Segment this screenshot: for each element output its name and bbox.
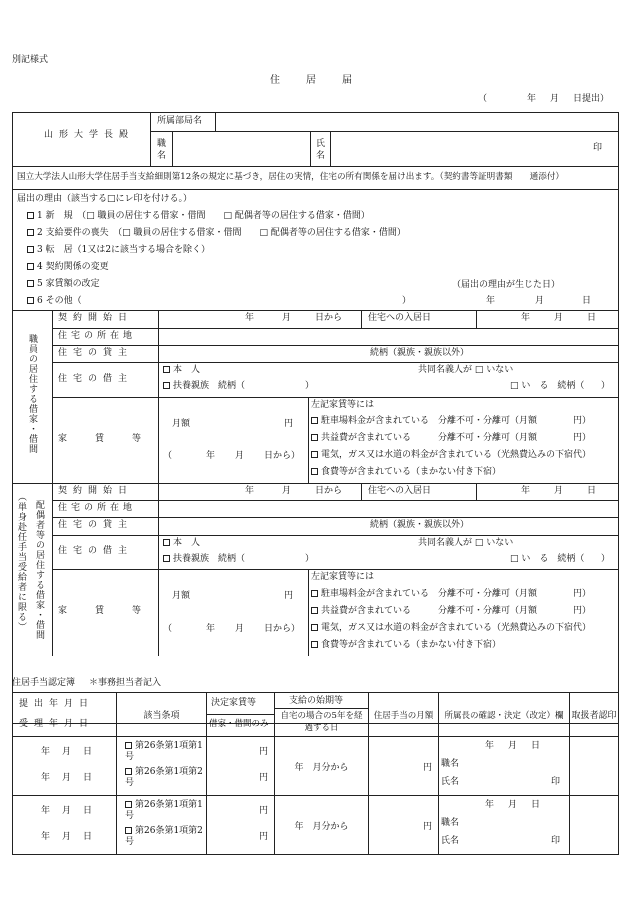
reason-6-checkbox[interactable] [27, 297, 34, 304]
s2-borrower-close: ） [305, 554, 315, 564]
s1-rent-from[interactable]: （ 年 月 日から） [163, 451, 301, 461]
s1-utility[interactable]: 電気，ガス又は水道の料金が含まれている（光熱費込みの下宿代） [311, 450, 591, 461]
s1-rent-includes: 左記家賃等には [311, 400, 375, 410]
reason-5[interactable]: 5 家賃額の改定 [27, 279, 100, 290]
s2-address-field[interactable] [159, 501, 618, 516]
s1-co-borrower-none[interactable]: 共同名義人が □ いない [418, 365, 514, 375]
section2-side-label: 配偶者等の居住する借家・借間 [34, 500, 44, 640]
declaration-text: 国立大学法人山形大学住居手当支給細則第12条の規定に基づき，居住の実情，住宅の所有関係を届け出ます。（契約書等証明書類 通添付） [17, 172, 565, 182]
s2-lender-rel: 続柄（親族・親族以外） [370, 520, 470, 530]
s1-lender-rel: 続柄（親族・親族以外） [370, 348, 470, 358]
s1-rent-yen: 円 [284, 419, 294, 429]
name-field[interactable] [331, 132, 581, 165]
row2-receive-date[interactable]: 年 月 日 [41, 832, 93, 842]
s1-meals[interactable]: 食費等が含まれている（まかない付き下宿） [311, 467, 501, 478]
hdr-start-top: 支給の始期等 [289, 696, 344, 706]
s2-address-label: 住宅の所在地 [58, 503, 137, 513]
s1-borrower-label: 住宅の借主 [58, 374, 134, 384]
form-number: 別記様式 [12, 55, 49, 65]
hdr-clause: 該当条項 [117, 693, 207, 737]
s1-contract-label: 契約開始日 [58, 313, 134, 323]
s1-movein-date[interactable]: 年 月 日 [521, 313, 597, 323]
s2-co-borrower-none[interactable]: 共同名義人が □ いない [418, 538, 514, 548]
s2-rent-from[interactable]: （ 年 月 日から） [163, 624, 301, 634]
reason-2-checkbox[interactable] [27, 229, 34, 236]
hdr-start-bottom: 自宅の場合の5年を経過する日 [280, 711, 363, 733]
row2-seal: 印 [551, 836, 561, 846]
s1-address-field[interactable] [159, 329, 618, 344]
reason-2[interactable]: 2 支給要件の喪失 （□ 職員の居住する借家・借間 □ 配偶者等の居住する借家・借間） [27, 228, 406, 239]
ledger-row [13, 737, 619, 796]
s2-contract-date[interactable]: 年 月 日から [245, 486, 343, 496]
hdr-monthly: 住居手当の月額 [369, 693, 439, 737]
row2-handler-seal[interactable] [570, 796, 619, 855]
name-label: 氏 名 [316, 139, 326, 161]
reason-1-checkbox[interactable] [27, 212, 34, 219]
s2-meals[interactable]: 食費等が含まれている（まかない付き下宿） [311, 640, 501, 651]
row2-post: 職名 [441, 818, 460, 828]
hdr-rent-bottom: 借家・借間のみ [209, 719, 269, 729]
seal-mark: 印 [593, 143, 603, 153]
s1-address-label: 住宅の所在地 [58, 331, 137, 341]
reason-6-close: ） [402, 296, 412, 306]
row1-yen-1: 円 [258, 747, 268, 757]
row1-amount[interactable]: 円 [369, 737, 439, 796]
s2-movein-label: 住宅への入居日 [368, 486, 432, 496]
row1-post: 職名 [441, 759, 460, 769]
addressee: 山形大学長殿 [44, 130, 135, 140]
row1-from-month[interactable]: 年 月分から [275, 737, 369, 796]
row1-seal: 印 [551, 777, 561, 787]
dept-field[interactable] [216, 113, 618, 130]
section1-side-label: 職員の居住する借家・借間 [27, 334, 37, 454]
submission-date: （ 年 月 日提出） [478, 94, 610, 104]
reason-4[interactable]: 4 契約関係の変更 [27, 262, 109, 273]
s2-co-borrower-close: ） [601, 554, 611, 564]
s2-co-borrower-yes[interactable]: □ い る 続柄（ [510, 554, 585, 564]
reason-4-checkbox[interactable] [27, 263, 34, 270]
s1-rent-label: 家賃等 [58, 434, 170, 444]
row2-clause2[interactable]: 第26条第1項第2号 [125, 826, 203, 847]
occurred-label: （届出の理由が生じた日） [452, 280, 561, 290]
reason-1[interactable]: 1 新 規 （□ 職員の居住する借家・借間 □ 配偶者等の居住する借家・借間） [27, 211, 370, 222]
ledger-title: 住居手当認定簿 ＊事務担当者記入 [12, 678, 162, 688]
row1-submit-date[interactable]: 年 月 日 [41, 747, 93, 757]
s1-co-borrower-close: ） [601, 381, 611, 391]
row2-name: 氏名 [441, 836, 460, 846]
hdr-dept-confirm: 所属長の確認・決定（改定）欄 [439, 693, 570, 737]
ledger-header-row [13, 693, 619, 737]
reason-6[interactable]: 6 その他（ [27, 296, 82, 307]
hdr-submit: 提出年月日 [19, 699, 95, 709]
row1-clause2[interactable]: 第26条第1項第2号 [125, 767, 203, 788]
reason-5-checkbox[interactable] [27, 280, 34, 287]
hdr-handler: 取扱者認印 [570, 693, 619, 737]
s2-rent-label: 家賃等 [58, 606, 170, 616]
s1-lender-label: 住宅の貸主 [58, 348, 134, 358]
occurred-date[interactable]: 年 月 日 [486, 296, 592, 306]
s1-borrower-self[interactable]: 本 人 [163, 365, 200, 376]
row1-handler-seal[interactable] [570, 737, 619, 796]
post-field[interactable] [173, 132, 309, 165]
s2-lender-label: 住宅の貸主 [58, 520, 134, 530]
s2-borrower-self[interactable]: 本 人 [163, 538, 200, 549]
form-title: 住 居 届 [270, 75, 354, 86]
reason-3[interactable]: 3 転 居（1又は2に該当する場合を除く） [27, 245, 210, 256]
row2-from-month[interactable]: 年 月分から [275, 796, 369, 855]
s2-borrower-dependent[interactable]: 扶養親族 続柄（ [163, 554, 245, 565]
s2-rent-yen: 円 [284, 591, 294, 601]
section2-side-sub: （単身赴任手当受給者に限る） [16, 492, 26, 632]
s2-utility[interactable]: 電気，ガス又は水道の料金が含まれている（光熱費込みの下宿代） [311, 623, 591, 634]
s1-contract-date[interactable]: 年 月 日から [245, 313, 343, 323]
row2-yen-1: 円 [258, 806, 268, 816]
reason-3-checkbox[interactable] [27, 246, 34, 253]
s1-movein-label: 住宅への入居日 [368, 313, 432, 323]
s1-borrower-close: ） [305, 381, 315, 391]
row1-clause1[interactable]: 第26条第1項第1号 [125, 741, 203, 762]
s2-borrower-label: 住宅の借主 [58, 546, 134, 556]
post-label: 職 名 [157, 139, 167, 161]
s2-common-fee[interactable]: 共益費が含まれている 分離不可・分離可（月額 円） [311, 606, 591, 617]
hdr-receive: 受理年月日 [19, 719, 95, 729]
row2-submit-date[interactable]: 年 月 日 [41, 806, 93, 816]
s1-co-borrower-yes[interactable]: □ い る 続柄（ [510, 381, 585, 391]
row2-clause1[interactable]: 第26条第1項第1号 [125, 800, 203, 821]
ledger-row [13, 796, 619, 855]
s2-parking[interactable]: 駐車場料金が含まれている 分離不可・分離可（月額 円） [311, 589, 591, 600]
row1-name: 氏名 [441, 777, 460, 787]
s2-contract-label: 契約開始日 [58, 486, 134, 496]
row1-receive-date[interactable]: 年 月 日 [41, 773, 93, 783]
s1-borrower-dependent[interactable]: 扶養親族 続柄（ [163, 381, 245, 392]
row2-confirm-date[interactable]: 年 月 日 [485, 800, 541, 810]
hdr-rent-top: 決定家賃等 [211, 698, 257, 708]
s1-parking[interactable]: 駐車場料金が含まれている 分離不可・分離可（月額 円） [311, 416, 591, 427]
s2-rent-monthly: 月額 [172, 591, 191, 601]
s1-common-fee[interactable]: 共益費が含まれている 分離不可・分離可（月額 円） [311, 433, 591, 444]
row1-confirm-date[interactable]: 年 月 日 [485, 741, 541, 751]
dept-label: 所属部局名 [157, 116, 203, 126]
s1-rent-monthly: 月額 [172, 419, 191, 429]
row1-yen-2: 円 [258, 773, 268, 783]
s2-movein-date[interactable]: 年 月 日 [521, 486, 597, 496]
reasons-heading: 届出の理由（該当する□にレ印を付ける。） [17, 194, 193, 204]
row2-yen-2: 円 [258, 832, 268, 842]
s2-rent-includes: 左記家賃等には [311, 572, 375, 582]
ledger-table [12, 692, 619, 855]
row2-amount[interactable]: 円 [369, 796, 439, 855]
